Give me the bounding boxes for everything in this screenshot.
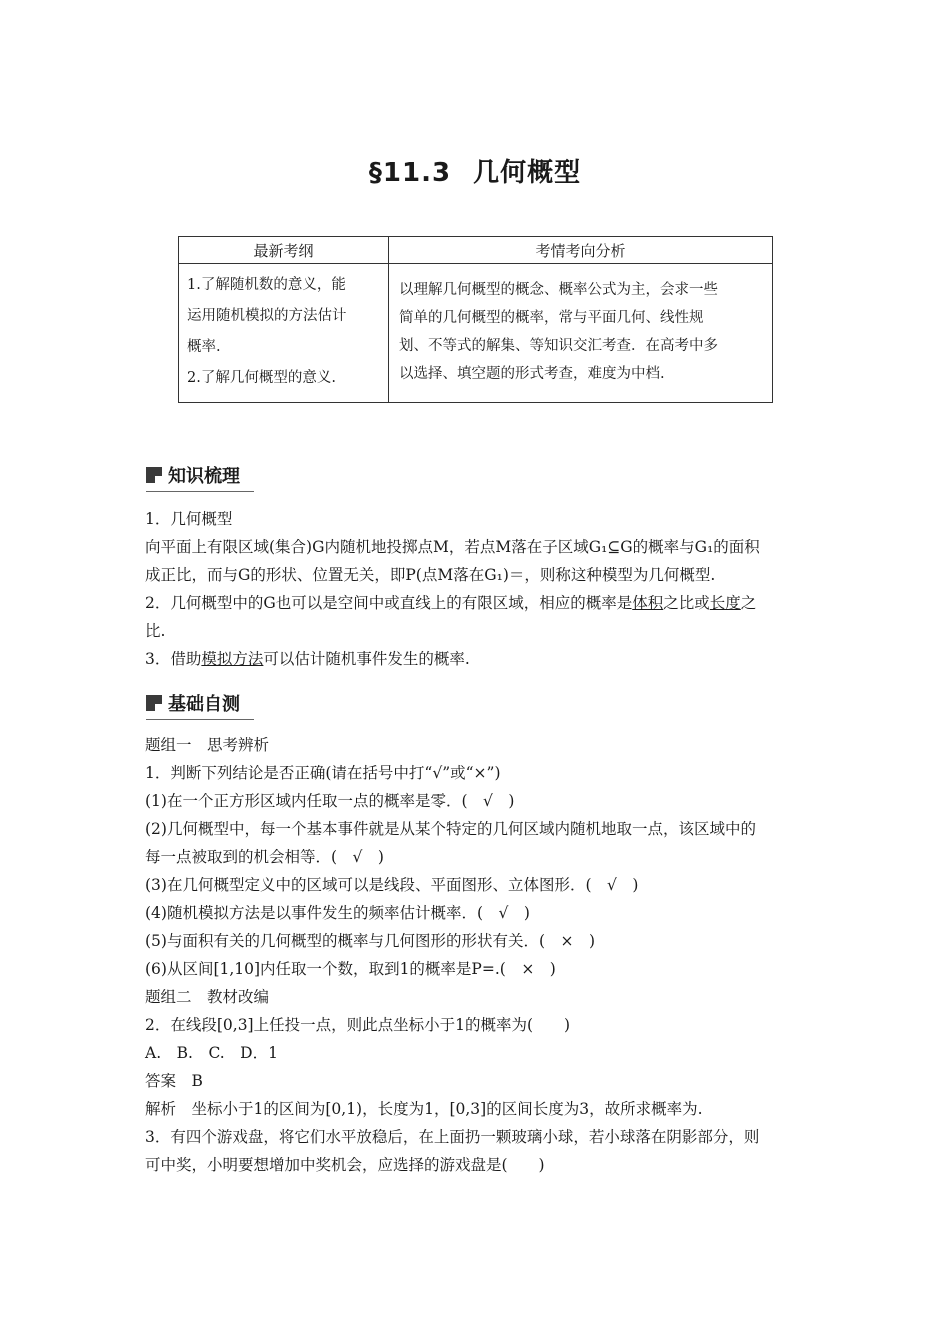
- text-line: 2．在线段[0,3]上任投一点，则此点坐标小于1的概率为( ): [145, 1016, 571, 1034]
- outline-line: 2.了解几何概型的意义.: [187, 370, 336, 386]
- text-line: (1)在一个正方形区域内任取一点的概率是零．( √ ): [145, 792, 515, 810]
- text-span: 2．几何概型中的G也可以是空间中或直线上的有限区域，相应的概率是: [145, 594, 633, 612]
- analysis-line: 简单的几何概型的概率，常与平面几何、线性规: [399, 310, 704, 326]
- page-title: [0, 152, 950, 189]
- table-header-outline: 最新考纲: [179, 237, 389, 264]
- table-header-analysis: 考情考向分析: [389, 237, 773, 264]
- text-line: 比.: [145, 622, 166, 640]
- section-number: §11.3: [368, 158, 452, 188]
- text-span: 之比或: [663, 594, 710, 612]
- section-heading-knowledge: [146, 461, 254, 492]
- text-line: (3)在几何概型定义中的区域可以是线段、平面图形、立体图形．( √ ): [145, 876, 639, 894]
- text-line: 1．几何概型: [145, 510, 233, 528]
- section-heading-selftest: [146, 689, 254, 720]
- outline-line: 运用随机模拟的方法估计: [187, 308, 347, 324]
- analysis-line: 以理解几何概型的概念、概率公式为主，会求一些: [399, 282, 718, 298]
- knowledge-body: [145, 505, 810, 673]
- underlined-term: 长度: [709, 594, 741, 612]
- text-line: 答案 B: [145, 1072, 203, 1090]
- section-heading-text: 知识梳理: [168, 466, 240, 487]
- outline-line: 概率.: [187, 339, 221, 355]
- analysis-line: 以选择、填空题的形式考查，难度为中档.: [399, 366, 665, 382]
- exam-outline-table: [178, 236, 773, 403]
- text-line: A. B. C. D．1: [145, 1044, 278, 1062]
- text-line: 题组一 思考辨析: [145, 736, 270, 754]
- text-line: 每一点被取到的机会相等．( √ ): [145, 848, 384, 866]
- text-line: 题组二 教材改编: [145, 988, 270, 1006]
- text-line: 1．判断下列结论是否正确(请在括号中打“√”或“×”): [145, 764, 501, 782]
- text-line: (2)几何概型中，每一个基本事件就是从某个特定的几何区域内随机地取一点，该区域中的: [145, 820, 756, 838]
- text-line: [145, 589, 810, 617]
- section-heading-text: 基础自测: [168, 694, 240, 715]
- text-line: (6)从区间[1,10]内任取一个数，取到1的概率是P=.( × ): [145, 960, 556, 978]
- text-span: 3．借助: [145, 650, 202, 668]
- outline-cell: [179, 264, 389, 403]
- text-line: 成正比，而与G的形状、位置无关，即P(点M落在G₁)＝，则称这种模型为几何概型.: [145, 566, 716, 584]
- underlined-term: 模拟方法: [201, 650, 264, 668]
- selftest-body: [145, 731, 810, 1179]
- text-line: (5)与面积有关的几何概型的概率与几何图形的形状有关．( × ): [145, 932, 596, 950]
- section-marker-icon: [146, 695, 162, 711]
- text-line: 向平面上有限区域(集合)G内随机地投掷点M，若点M落在子区域G₁⊆G的概率与G₁的面积: [145, 538, 760, 556]
- section-name: 几何概型: [473, 158, 582, 188]
- analysis-line: 划、不等式的解集、等知识交汇考查．在高考中多: [399, 338, 718, 354]
- section-marker-icon: [146, 467, 162, 483]
- text-line: [145, 645, 810, 673]
- text-line: 3．有四个游戏盘，将它们水平放稳后，在上面扔一颗玻璃小球，若小球落在阴影部分，则: [145, 1128, 760, 1146]
- text-line: 可中奖，小明要想增加中奖机会，应选择的游戏盘是( ): [145, 1156, 545, 1174]
- outline-line: 1.了解随机数的意义，能: [187, 277, 346, 293]
- text-line: 解析 坐标小于1的区间为[0,1)，长度为1，[0,3]的区间长度为3，故所求概率为.: [145, 1100, 703, 1118]
- text-span: 之: [740, 594, 757, 612]
- underlined-term: 体积: [632, 594, 664, 612]
- analysis-cell: [389, 264, 773, 403]
- text-line: (4)随机模拟方法是以事件发生的频率估计概率．( √ ): [145, 904, 530, 922]
- text-span: 可以估计随机事件发生的概率.: [263, 650, 470, 668]
